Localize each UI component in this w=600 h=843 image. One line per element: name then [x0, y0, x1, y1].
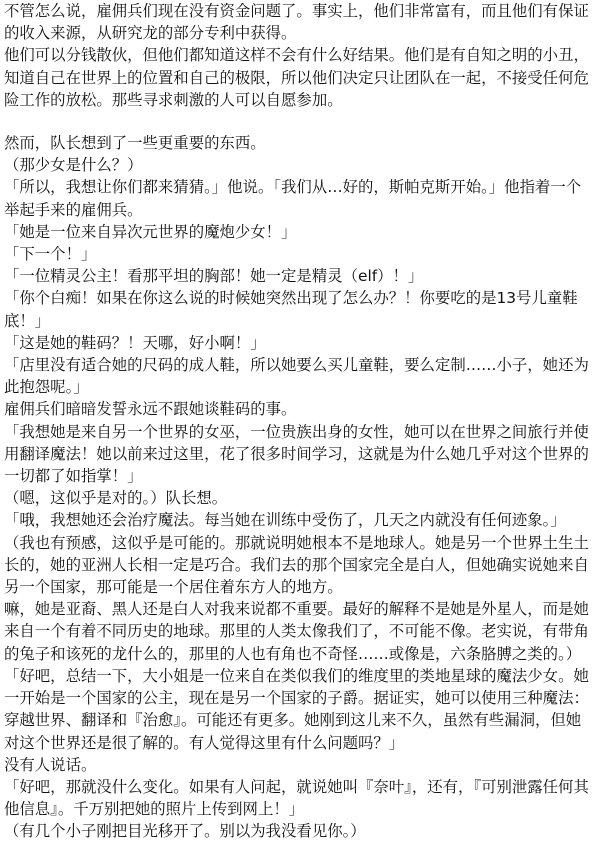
paragraph-spacer: [4, 111, 596, 132]
paragraph: （我也有预感，这似乎是可能的。那就说明她根本不是地球人。她是另一个世界土生土长的，她的亚洲人长相一定是巧合。我们去的那个国家完全是白人，但她确实说她来自另一个国家，那可能是一个居住着东方人的地方。: [4, 533, 589, 597]
paragraph: 没有人说话。: [4, 755, 97, 774]
paragraph: （有几个小子刚把目光移开了。别以为我没看见你。）: [4, 822, 366, 841]
document-page: [4, 0, 596, 843]
paragraph: 嘛，她是亚裔、黑人还是白人对我来说都不重要。最好的解释不是她是外星人，而是她来自一个有着不同历史的地球。那里的人类太像我们了，不可能不像。老实说，有带角的兔子和该死的龙什么的，那里的人也有角也不奇怪……或像是，六条胳膊之类的。）: [4, 600, 589, 663]
paragraph: 「哦，我想她还会治疗魔法。每当她在训练中受伤了，几天之内就没有任何迹象。」: [4, 511, 566, 530]
paragraph: 雇佣兵们暗暗发誓永远不跟她谈鞋码的事。: [4, 400, 297, 419]
paragraph: 「她是一位来自异次元世界的魔炮少女！」: [4, 222, 297, 241]
paragraph: 不管怎么说，雇佣兵们现在没有资金问题了。事实上，他们非常富有，而且他们有保证的收入来源，从研究龙的部分专利中获得。: [4, 2, 589, 43]
paragraph: 「下一个！」: [4, 245, 97, 264]
paragraph: （那少女是什么？）: [4, 156, 143, 175]
paragraph: 「好吧，总结一下，大小姐是一位来自在类似我们的维度里的类地星球的魔法少女。她一开始是一个国家的公主，现在是另一个国家的子爵。据证实，她可以使用三种魔法：穿越世界、翻译和『治愈』。可能还有更多。她刚到这儿来不久，虽然有些漏洞，但她对这个世界还是很了解的。有人觉得这里有什么问题吗？」: [4, 666, 589, 752]
paragraph: 「所以，我想让你们都来猜猜。」他说。「我们从…好的，斯帕克斯开始。」他指着一个举起手来的雇佣兵。: [4, 178, 582, 219]
paragraph: 「店里没有适合她的尺码的成人鞋，所以她要么买儿童鞋，要么定制……小子，她还为此抱怨呢。」: [4, 356, 589, 397]
paragraph: （嗯，这似乎是对的。）队长想。: [4, 489, 228, 508]
paragraph: 然而，队长想到了一些更重要的东西。: [4, 134, 266, 153]
paragraph: 「好吧，那就没什么变化。如果有人问起，就说她叫『奈叶』，还有，『可别泄露任何其他信息』。千万别把她的照片上传到网上！」: [4, 777, 589, 819]
paragraph: 「你个白痴！如果在你这么说的时候她突然出现了怎么办？！你要吃的是13号儿童鞋底！」: [4, 289, 578, 330]
paragraph: 「一位精灵公主！看那平坦的胸部！她一定是精灵（elf）！」: [4, 267, 424, 286]
paragraph: 他们可以分钱散伙，但他们都知道这样不会有什么好结果。他们是有自知之明的小丑，知道自己在世界上的位置和自己的极限，所以他们决定只让团队在一起，不接受任何危险工作的放松。那些寻求刺激的人可以自愿参加。: [4, 46, 589, 109]
paragraph: 「我想她是来自另一个世界的女巫，一位贵族出身的女性，她可以在世界之间旅行并使用翻译魔法！她以前来过这里，花了很多时间学习，这就是为什么她几乎对这个世界的一切都了如指掌！」: [4, 422, 589, 486]
paragraph: 「这是她的鞋码？！天哪，好小啊！」: [4, 333, 266, 352]
